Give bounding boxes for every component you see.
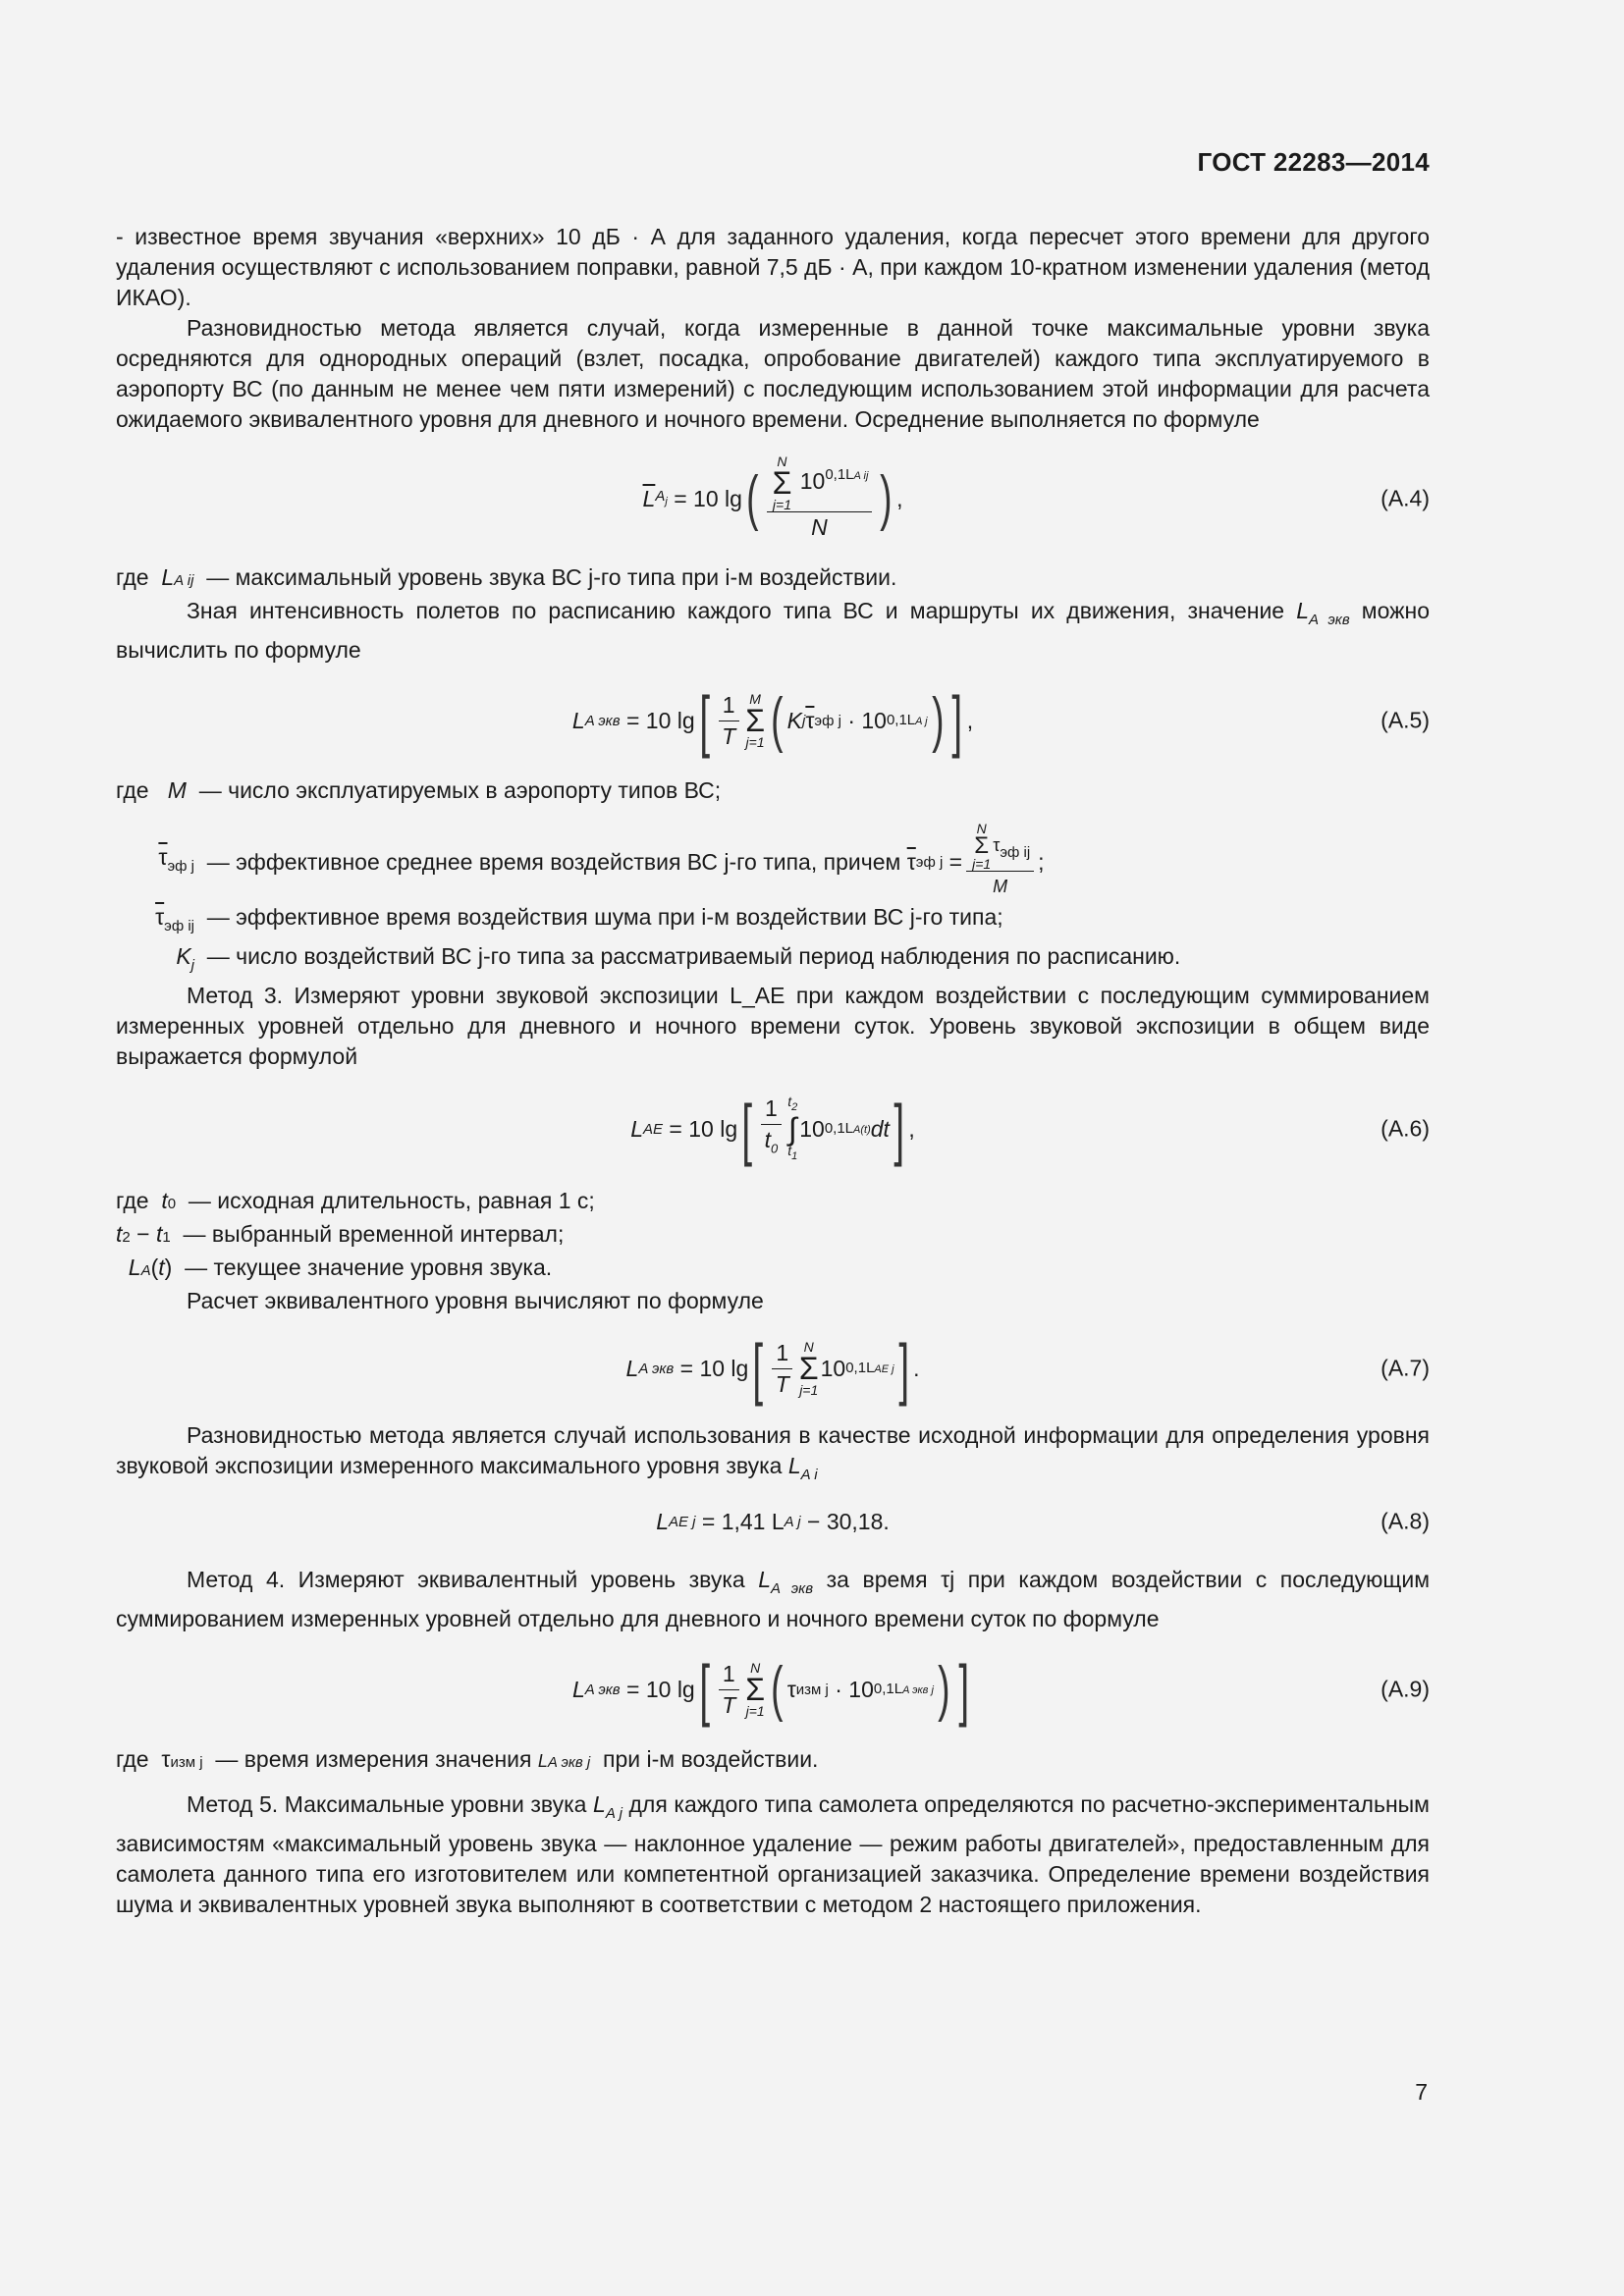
definition-row: где M — число эксплуатируемых в аэропорту типов ВС; [116,777,722,803]
formula-number: (A.9) [1380,1676,1430,1702]
formula-a6: L AE = 10 lg [ $\frac{1}{t_0}$ $t_2$ ∫ $t_1$ 10 0,1LA(t) dt ] , (A.6) [630,1091,1430,1167]
paragraph: Метод 3. Измеряют уровни звуковой экспозиции L_AE при каждом воздействии с последующим суммированием измеренных уровней отдельно для дневного и ночного времени суток. Уровень звуковой экспозиции в общем виде выражается формулой [116,983,1430,1069]
definition-row: где t 0 — исходная длительность, равная 1 с; [116,1188,595,1213]
paragraph: Расчет эквивалентного уровня вычисляют по формуле [187,1288,764,1313]
definition-row: $K_j$ — число воздействий ВС j-го типа за рассматриваемый период наблюдения по расписанию. [176,943,1181,974]
formula-number: (A.4) [1380,485,1430,511]
formula-number: (A.6) [1380,1115,1430,1142]
definition-row: t 2 − t 1 — выбранный временной интервал; [116,1221,565,1247]
formula-a9: L A экв = 10 lg [ $\frac{1}{T}$ N Σ j=1 ( τ изм j · 10 0,1LA экв j ) ] (A.9) [571,1651,1430,1728]
paragraph: Метод 5. Максимальные уровни звука $L_{A j}$ для каждого типа самолета определяются по расчетно-экспериментальным зависимостям «максимальный уровень звука — наклонное удаление — режим работы двигателей», предоставленным для самолета данного типа его изготовителем или компетентной организацией заказчика. Определение времени воздействия шума и эквивалентных уровней звука выполняют в соответствии с методом 2 настоящего приложения. [116,1791,1430,1917]
formula-number: (A.8) [1380,1508,1430,1534]
paragraph-list-item: - известное время звучания «верхних» 10 дБ · А для заданного удаления, когда пересчет этого времени для другого удаления осуществляют с использованием поправки, равной 7,5 дБ · А, при каждом 10-кратном изменении удаления (метод ИКАО). [116,224,1430,310]
formula-a4: $\overline{L}$ $A_j$ = 10 lg ( N Σ j=1 $10^{0,1LA ij}$ N ) , (A.4) [642,454,1430,540]
document-body [116,222,1430,1920]
paragraph: Разновидностью метода является случай, когда измеренные в данной точке максимальные уровни звука осредняются для однородных операций (взлет, посадка, опробование двигателей) каждого типа эксплуатируемого в аэропорту ВС (по данным не менее чем пяти измерений) с последующим использованием этой информации для расчета ожидаемого эквивалентного уровня для дневного и ночного времени. Осреднение выполняется по формуле [116,315,1430,432]
document-header: ГОСТ 22283—2014 [1197,147,1430,177]
formula-a5: L A экв = 10 lg [ $\frac{1}{T}$ M Σ j=1 ( K j $\overline{\tau}$ эф j · 10 0,1LA j ) ] , (A.5) [571,682,1430,759]
formula-a7: L A экв = 10 lg [ $\frac{1}{T}$ N Σ j=1 10 0,1LAE j ] . (A.7) [625,1330,1430,1407]
paragraph: Зная интенсивность полетов по расписанию каждого типа ВС и маршруты их движения, значение $L_{A экв}$ можно вычислить по формуле [116,598,1431,663]
formula-a8: L AE j = 1,41 L A j − 30,18. (A.8) [116,1500,1430,1543]
definition-row: L A ( t ) — текущее значение уровня звука. [128,1255,553,1280]
formula-number: (A.5) [1380,707,1430,733]
formula-number: (A.7) [1380,1355,1430,1381]
definition-row: $\overline{\tau}_{эф j}$ — эффективное среднее время воздействия ВС j-го типа, причем $\overline{\tau}$ эф j = N Σ j=1 $\tau_{эф ij}$ M ; [158,821,1045,896]
definition-row: где L A ij — максимальный уровень звука ВС j-го типа при i-м воздействии. [116,564,897,590]
paragraph: Метод 4. Измеряют эквивалентный уровень звука $L_{A экв}$ за время τj при каждом воздействии с последующим суммированием измеренных уровней отдельно для дневного и ночного времени суток по формуле [116,1567,1431,1631]
paragraph: Разновидностью метода является случай использования в качестве исходной информации для определения уровня звуковой экспозиции измеренного максимального уровня звука $L_{A i}$ [116,1422,1430,1483]
definition-row: где τ изм j — время измерения значения L A экв j при i-м воздействии. [116,1746,819,1772]
page-number: 7 [1415,2079,1428,2105]
definition-row: $\overline{\tau}_{эф ij}$ — эффективное время воздействия шума при i-м воздействии ВС j-го типа; [155,904,1003,934]
